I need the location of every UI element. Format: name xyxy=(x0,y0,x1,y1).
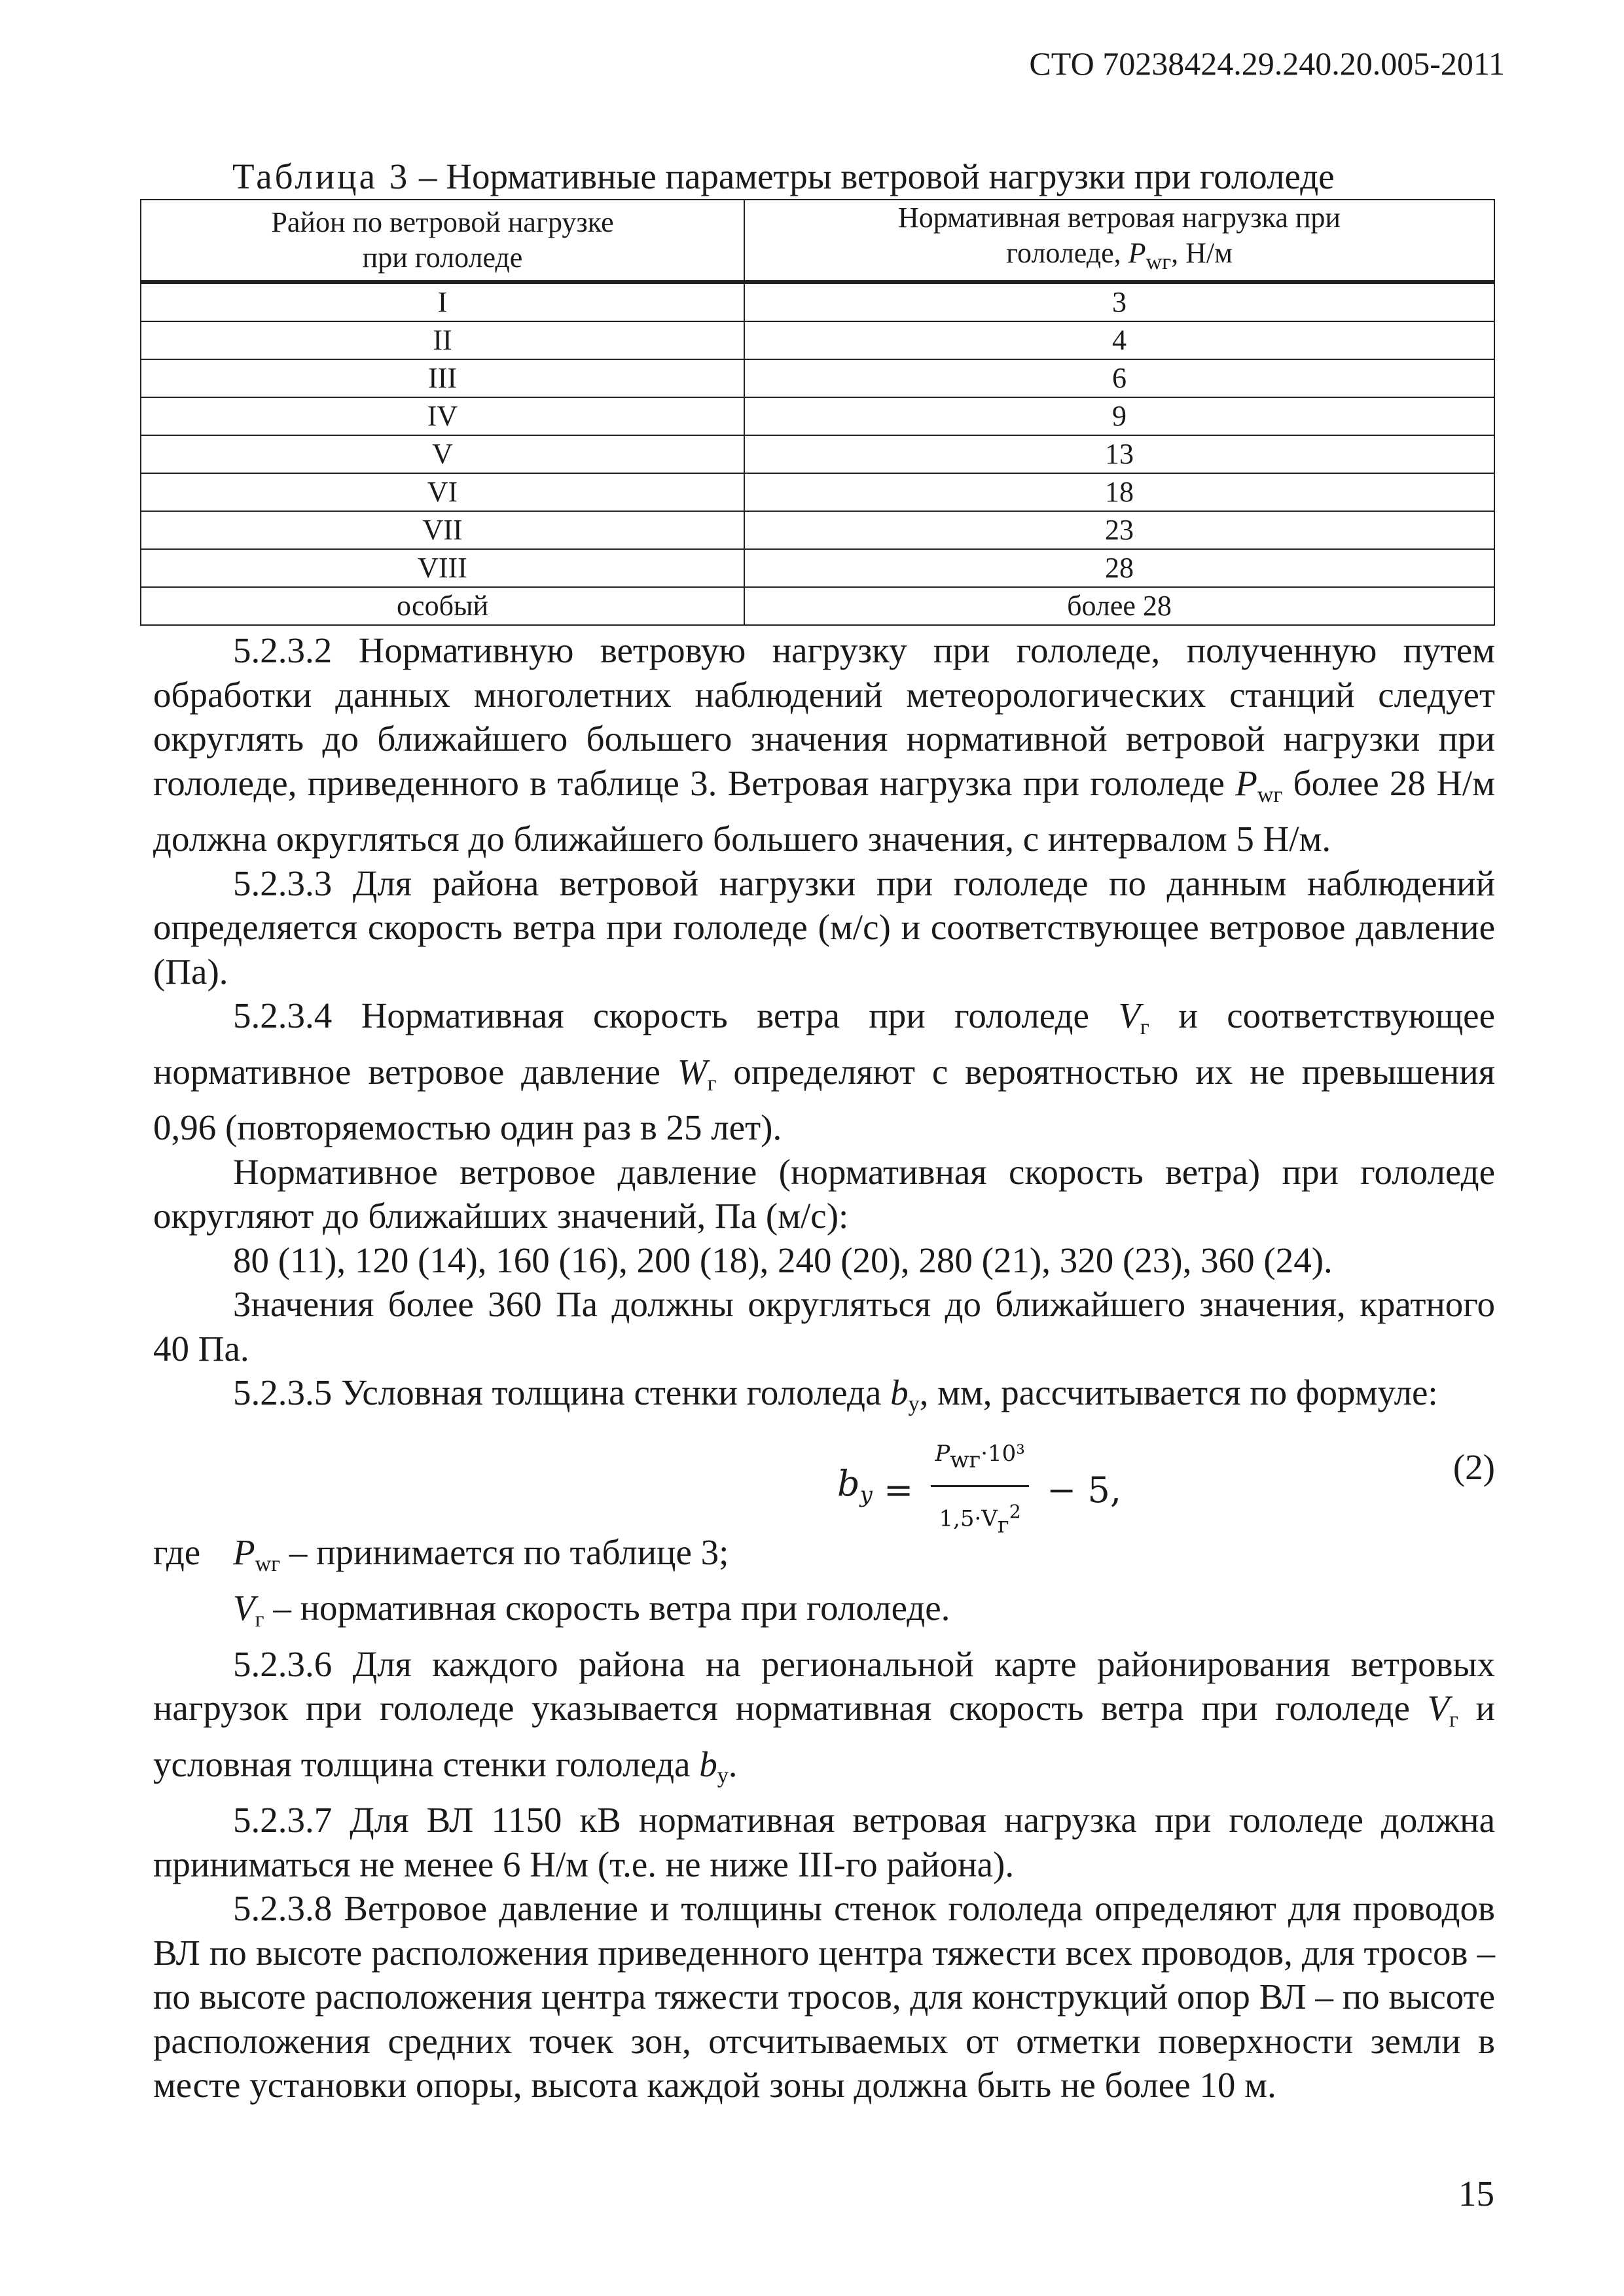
numerator-rest: ·10³ xyxy=(981,1440,1025,1467)
district-cell: VII xyxy=(141,511,744,549)
district-cell: VIII xyxy=(141,549,744,587)
load-cell: 4 xyxy=(744,321,1494,359)
formula-denominator xyxy=(931,1487,1029,1548)
district-cell: I xyxy=(141,282,744,321)
paragraph-text: 5.2.3.6 Для каждого района на региональной карте районирования ветровых нагрузок при гололеде указывается нормативная скорость ветра при гололеде xyxy=(153,1643,1495,1728)
page-number: 15 xyxy=(1458,2174,1494,2214)
paragraph-5-2-3-4 xyxy=(153,994,1495,1150)
formula-equals: = xyxy=(872,1469,925,1511)
legend-where: где xyxy=(153,1532,201,1572)
column-header-load xyxy=(744,200,1494,282)
table-row xyxy=(141,282,1494,321)
paragraph-5-2-3-5 xyxy=(153,1371,1495,1427)
symbol-p: P xyxy=(1235,762,1257,803)
formula-2 xyxy=(153,1427,1495,1539)
district-cell: III xyxy=(141,359,744,397)
table-row xyxy=(141,473,1494,511)
symbol-b: b xyxy=(890,1372,909,1412)
load-cell: 6 xyxy=(744,359,1494,397)
district-cell: II xyxy=(141,321,744,359)
column-header-load-line2: гололеде, xyxy=(1006,237,1128,269)
symbol-subscript: г xyxy=(707,1071,717,1096)
paragraph-5-2-3-2 xyxy=(153,628,1495,861)
wind-load-table xyxy=(140,199,1495,626)
paragraph-values-list: 80 (11), 120 (14), 160 (16), 200 (18), 240 (20), 280 (21), 320 (23), 360 (24). xyxy=(233,1240,1333,1280)
paragraph-rounding: Нормативное ветровое давление (нормативная скорость ветра) при гололеде округляют до ближайших значений, Па (м/с): xyxy=(153,1151,1495,1236)
formula-legend-v xyxy=(153,1586,1495,1642)
district-cell: особый xyxy=(141,587,744,625)
symbol-subscript: у xyxy=(908,1392,920,1416)
symbol-subscript: г xyxy=(1449,1708,1458,1732)
formula-lhs xyxy=(837,1463,873,1509)
symbol-v: V xyxy=(1427,1688,1450,1728)
formula-tail: − 5, xyxy=(1035,1469,1121,1511)
paragraph-text: и соответствующее нормативное ветровое давление xyxy=(153,996,1495,1092)
column-header-district xyxy=(141,200,744,282)
legend-text: – принимается по таблице 3; xyxy=(280,1532,729,1572)
table-row xyxy=(141,397,1494,435)
unit-label: , Н/м xyxy=(1171,237,1233,269)
paragraph-5-2-3-6 xyxy=(153,1642,1495,1799)
load-cell: 9 xyxy=(744,397,1494,435)
formula-expression xyxy=(837,1432,1121,1548)
paragraph-text: более 28 Н/м должна округляться до ближайшего большего значения, с интервалом 5 Н/м. xyxy=(153,762,1495,859)
paragraph-text: и условная толщина стенки гололеда xyxy=(153,1688,1495,1784)
symbol-subscript: wг xyxy=(1146,250,1172,274)
formula-lhs-symbol: b xyxy=(837,1463,860,1505)
load-cell: 28 xyxy=(744,549,1494,587)
table-header-row xyxy=(141,200,1494,282)
symbol-p: P xyxy=(233,1532,255,1572)
table-row xyxy=(141,549,1494,587)
equation-number: (2) xyxy=(1453,1446,1495,1487)
formula-fraction xyxy=(931,1432,1029,1548)
paragraph-text: 5.2.3.4 Нормативная скорость ветра при гололеде xyxy=(233,996,1119,1035)
document-code: СТО 70238424.29.240.20.005-2011 xyxy=(1029,45,1505,82)
denominator-subscript: г xyxy=(997,1512,1009,1539)
table-row xyxy=(141,435,1494,473)
column-header-district-line2: при гололеде xyxy=(362,242,523,274)
symbol-subscript: г xyxy=(255,1607,264,1632)
symbol-v: V xyxy=(1118,996,1140,1035)
denominator-text: 1,5·V xyxy=(939,1505,998,1532)
symbol-w: W xyxy=(677,1051,708,1092)
symbol-v: V xyxy=(233,1588,255,1628)
column-header-load-line1: Нормативная ветровая нагрузка при xyxy=(898,202,1341,234)
symbol-subscript: wг xyxy=(255,1551,281,1576)
numerator-subscript: wг xyxy=(950,1446,981,1473)
paragraph-values-over-360: Значения более 360 Па должны округляться до ближайшего значения, кратного 40 Па. xyxy=(153,1284,1495,1369)
paragraph-text: 5.2.3.2 Нормативную ветровую нагрузку при гололеде, полученную путем обработки данных многолетних наблюдений метеорологических станций следует округлять до ближайшего большего значения нормативной ветровой нагрузки при гололеде, приведенного в таблице 3. Ветровая нагрузка при гололеде xyxy=(153,630,1495,803)
paragraph-text: определяют с вероятностью их не превышения 0,96 (повторяемостью один раз в 25 лет). xyxy=(153,1051,1495,1147)
table-caption xyxy=(232,156,1335,197)
paragraph-text: . xyxy=(728,1744,738,1784)
table-row xyxy=(141,511,1494,549)
formula-numerator xyxy=(931,1432,1029,1488)
table-title: – Нормативные параметры ветровой нагрузки при гололеде xyxy=(410,156,1335,196)
table-row xyxy=(141,321,1494,359)
symbol-subscript: у xyxy=(717,1763,729,1788)
paragraph-5-2-3-7: 5.2.3.7 Для ВЛ 1150 кВ нормативная ветровая нагрузка при гололеде должна приниматься не менее 6 Н/м (т.е. не ниже III-го района). xyxy=(153,1800,1495,1884)
symbol-subscript: wг xyxy=(1257,782,1283,807)
denominator-superscript: 2 xyxy=(1009,1501,1021,1522)
load-cell: 18 xyxy=(744,473,1494,511)
body-text xyxy=(153,628,1495,2108)
paragraph-5-2-3-8: 5.2.3.8 Ветровое давление и толщины стенок гололеда определяют для проводов ВЛ по высоте расположения приведенного центра тяжести всех проводов, для тросов – по высоте расположения центра тяжести тросов, для конструкций опор ВЛ – по высоте расположения средних точек зон, отсчитываемых от отметки поверхности земли в месте установки опоры, высота каждой зоны должна быть не более 10 м. xyxy=(153,1888,1495,2105)
table-row xyxy=(141,587,1494,625)
formula-legend-p xyxy=(153,1530,1495,1587)
table-number: Таблица 3 xyxy=(232,156,410,196)
load-cell: 13 xyxy=(744,435,1494,473)
district-cell: IV xyxy=(141,397,744,435)
symbol-b: b xyxy=(699,1744,717,1784)
paragraph-5-2-3-3: 5.2.3.3 Для района ветровой нагрузки при гололеде по данным наблюдений определяется скорость ветра при гололеде (м/с) и соответствующее ветровое давление (Па). xyxy=(153,863,1495,992)
column-header-district-line1: Район по ветровой нагрузке xyxy=(271,206,614,238)
symbol-subscript: г xyxy=(1140,1015,1149,1039)
numerator-symbol: P xyxy=(935,1440,950,1467)
load-cell: 23 xyxy=(744,511,1494,549)
formula-lhs-subscript: y xyxy=(859,1482,873,1509)
load-cell: более 28 xyxy=(744,587,1494,625)
legend-text: – нормативная скорость ветра при гололеде. xyxy=(264,1588,950,1628)
paragraph-text: 5.2.3.5 Условная толщина стенки гололеда xyxy=(233,1372,891,1412)
symbol-p: P xyxy=(1128,237,1146,269)
district-cell: V xyxy=(141,435,744,473)
load-cell: 3 xyxy=(744,282,1494,321)
paragraph-text: , мм, рассчитывается по формуле: xyxy=(919,1372,1438,1412)
district-cell: VI xyxy=(141,473,744,511)
table-row xyxy=(141,359,1494,397)
